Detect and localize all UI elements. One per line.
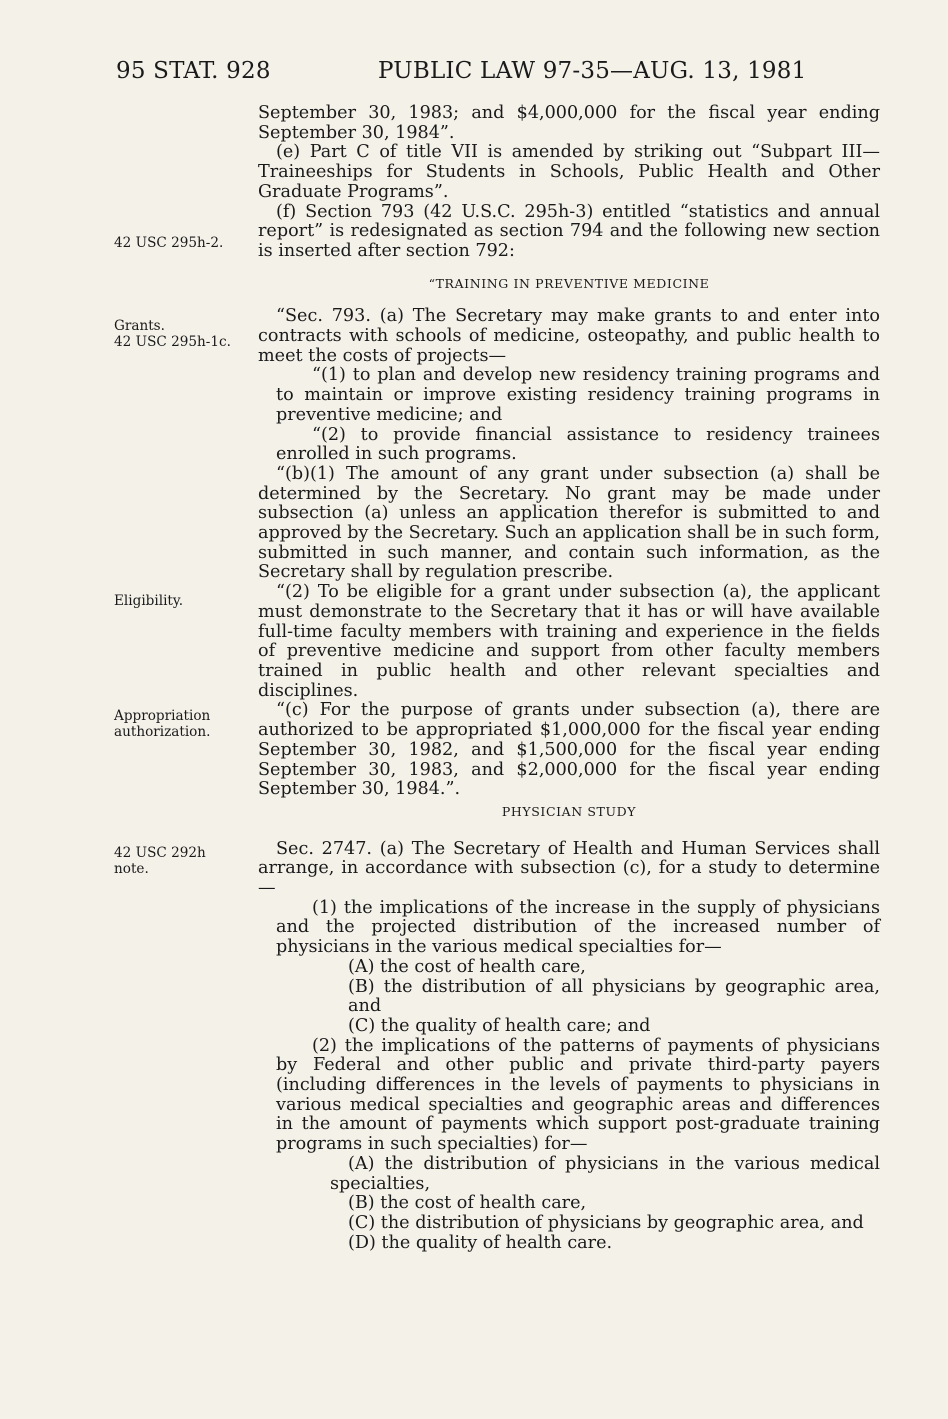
body-paragraph: (1) the implications of the increase in the supply of physicians and the projected distribution of the increased number of physicians in the various medical specialties for— bbox=[276, 897, 880, 958]
margin-note-citation: 42 USC 295h-2. bbox=[114, 235, 224, 251]
body-paragraph: Sec. 2747. (a) The Secretary of Health and Human Services shall arrange, in accordance with subsection (c), for a study to determine— bbox=[258, 838, 880, 899]
section-heading: “TRAINING IN PREVENTIVE MEDICINE bbox=[428, 275, 710, 291]
margin-note-authorization: authorization. bbox=[114, 724, 211, 740]
body-paragraph: (C) the quality of health care; and bbox=[348, 1015, 651, 1036]
margin-note-citation: 42 USC 292h bbox=[114, 845, 206, 861]
body-paragraph: (2) the implications of the patterns of payments of physicians by Federal and other public and private third-party payers (including differences in the levels of payments to physicians in various medical specialties and geographic areas and differences in the amount of payments which support post-graduate training programs in such specialties) for— bbox=[276, 1035, 880, 1155]
body-paragraph: (f) Section 793 (42 U.S.C. 295h-3) entitled “statistics and annual report” is redesignated as section 794 and the following new section is inserted after section 792: bbox=[258, 201, 880, 261]
body-paragraph: “(b)(1) The amount of any grant under subsection (a) shall be determined by the Secretary. No grant may be made under subsection (a) unless an application therefor is submitted to and approved by the Secretary. Such an application shall be in such form, submitted in such manner, and contain such information, as the Secretary shall by regulation prescribe. bbox=[258, 463, 880, 583]
body-paragraph: “(c) For the purpose of grants under subsection (a), there are authorized to be appropriated $1,000,000 for the fiscal year ending September 30, 1982, and $1,500,000 for the fiscal year ending September 30, 1983, and $2,000,000 for the fiscal year ending September 30, 1984.”. bbox=[258, 700, 880, 800]
body-paragraph: (e) Part C of title VII is amended by striking out “Subpart III—Traineeships for Students in Schools, Public Health and Other Graduate Programs”. bbox=[258, 142, 880, 202]
body-paragraph: (A) the cost of health care, bbox=[348, 956, 586, 977]
body-paragraph: September 30, 1983; and $4,000,000 for the fiscal year ending September 30, 1984”. bbox=[258, 103, 880, 143]
section-heading: PHYSICIAN STUDY bbox=[501, 803, 637, 819]
body-paragraph: (B) the distribution of all physicians by geographic area, and bbox=[348, 976, 880, 1017]
body-paragraph: (B) the cost of health care, bbox=[348, 1193, 587, 1214]
margin-note-note: note. bbox=[114, 861, 149, 877]
body-paragraph: “(2) To be eligible for a grant under subsection (a), the applicant must demonstrate to the Secretary that it has or will have available full-time faculty members with training and experience in the fields of preventive medicine and support from other faculty members trained in public health and other relevant specialties and disciplines. bbox=[258, 582, 880, 701]
statute-body bbox=[258, 104, 880, 1253]
body-paragraph: (C) the distribution of physicians by geographic area, and bbox=[348, 1212, 864, 1233]
margin-note-grants: Grants. bbox=[114, 318, 165, 334]
body-paragraph: “(1) to plan and develop new residency training programs and to maintain or improve existing residency training programs in preventive medicine; and bbox=[276, 365, 880, 425]
margin-note-appropriation: Appropriation bbox=[114, 708, 211, 724]
page-number-header: 95 STAT. 928 bbox=[116, 58, 271, 84]
body-paragraph: “Sec. 793. (a) The Secretary may make grants to and enter into contracts with schools of medicine, osteopathy, and public health to meet the costs of projects— bbox=[258, 306, 880, 366]
body-paragraph: (A) the distribution of physicians in the various medical specialties, bbox=[330, 1153, 880, 1194]
body-paragraph: “(2) to provide financial assistance to residency trainees enrolled in such programs. bbox=[276, 424, 880, 465]
running-title-header: PUBLIC LAW 97-35—AUG. 13, 1981 bbox=[378, 58, 807, 84]
margin-note-citation: 42 USC 295h-1c. bbox=[114, 334, 231, 350]
margin-note-eligibility: Eligibility. bbox=[114, 593, 184, 609]
body-paragraph: (D) the quality of health care. bbox=[348, 1232, 613, 1253]
